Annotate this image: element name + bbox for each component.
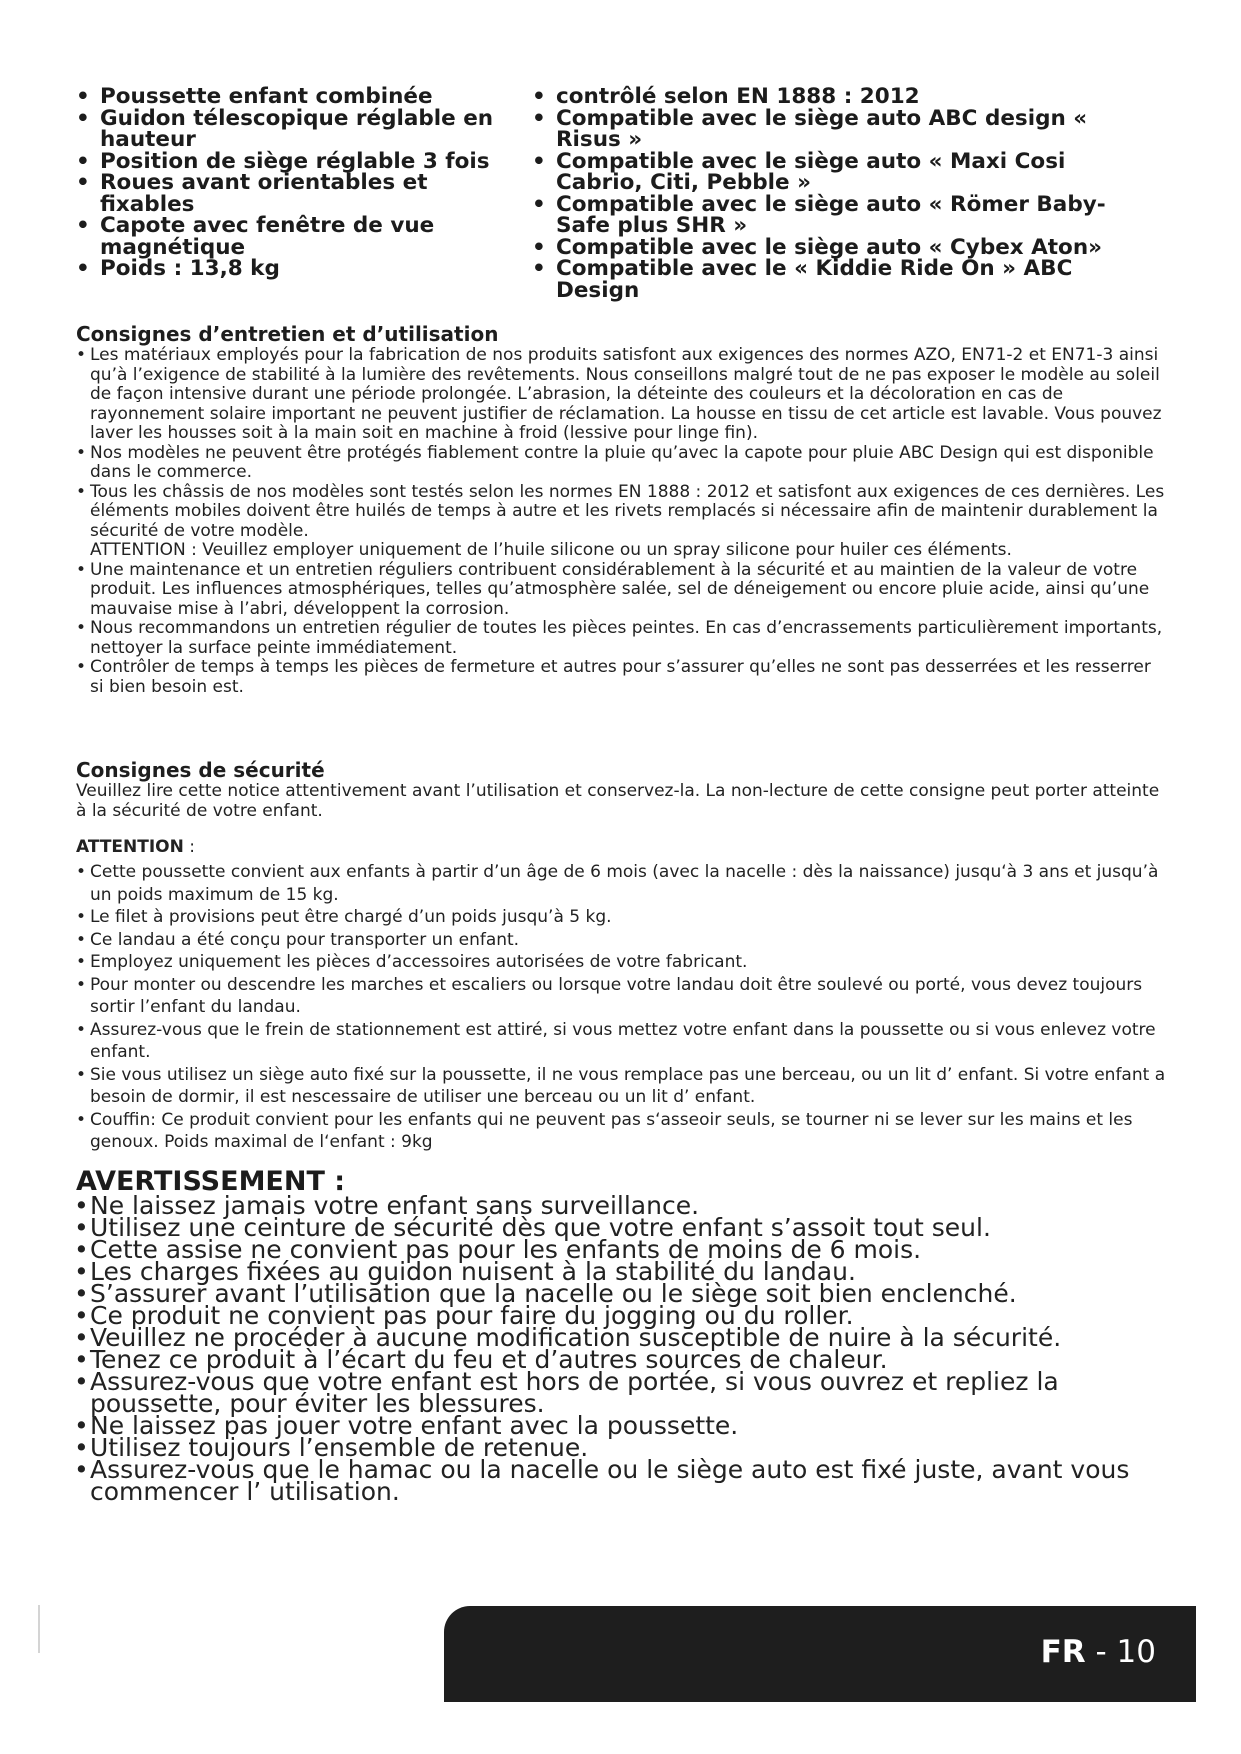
list-item: • Veuillez ne procéder à aucune modification susceptible de nuire à la sécurité. (76, 1327, 1176, 1349)
margin-line (38, 1605, 40, 1653)
list-item: • Nos modèles ne peuvent être protégés fiablement contre la pluie qu’avec la capote pour pluie ABC Design qui est disponible dans le commerce. (76, 444, 1166, 483)
attention-heading (76, 837, 1166, 857)
list-item: • Compatible avec le siège auto « Römer Baby-Safe plus SHR » (532, 194, 1132, 237)
list-item: • Employez uniquement les pièces d’accessoires autorisées de votre fabricant. (76, 951, 1166, 974)
list-item: • Roues avant orientables et fixables (76, 172, 526, 215)
care-section (76, 322, 1166, 697)
list-item: • Les charges fixées au guidon nuisent à la stabilité du landau. (76, 1261, 1176, 1283)
list-item: • Les matériaux employés pour la fabrication de nos produits satisfont aux exigences des normes AZO, EN71-2 et EN71-3 ainsi qu’à l’exigence de stabilité à la lumière des revêtements. Nous conseillons malgré tout de ne pas exposer le modèle au soleil de façon intensive durant une période prolongée. L’abrasion, la déteinte des couleurs et la décoloration en cas de rayonnement solaire important ne peuvent justifier de réclamation. La housse en tissu de cet article est lavable. Vous pouvez laver les housses soit à la main soit en machine à froid (lessive pour linge fin). (76, 346, 1166, 444)
attention-note: ATTENTION : Veuillez employer uniquement de l’huile silicone ou un spray silicone pour huiler ces éléments. (90, 540, 1012, 560)
list-item: • Ne laissez pas jouer votre enfant avec la poussette. (76, 1415, 1176, 1437)
page-separator: - (1085, 1634, 1117, 1670)
list-item: • Utilisez toujours l’ensemble de retenue. (76, 1437, 1176, 1459)
warning-list (76, 1191, 1176, 1506)
safety-intro: Veuillez lire cette notice attentivement avant l’utilisation et conservez-la. La non-lecture de cette consigne peut porter atteinte à la sécurité de votre enfant. (76, 781, 1160, 821)
list-item-text: Tous les châssis de nos modèles sont testés selon les normes EN 1888 : 2012 et satisfont aux exigences de ces dernières. Les éléments mobiles doivent être huilés de temps à autre et les rivets remplacés si nécessaire afin de maintenir durablement la sécurité de votre modèle. (90, 481, 1165, 541)
feature-list-left (76, 86, 526, 301)
safety-heading: Consignes de sécurité (76, 758, 325, 782)
list-item: • Ce landau a été conçu pour transporter un enfant. (76, 929, 1166, 952)
safety-list (76, 861, 1166, 1154)
page-number (1041, 1634, 1156, 1670)
list-item: • Une maintenance et un entretien réguliers contribuent considérablement à la sécurité et au maintien de la valeur de votre produit. Les influences atmosphériques, telles qu’atmosphère salée, sel de déneigement ou encore pluie acide, ainsi qu’une mauvaise mise à l’abri, développent la corrosion. (76, 561, 1166, 620)
feature-lists (76, 86, 1156, 301)
list-item: • Poussette enfant combinée (76, 86, 526, 108)
list-item: • Nous recommandons un entretien régulier de toutes les pièces peintes. En cas d’encrassements particulièrement importants, nettoyer la surface peinte immédiatement. (76, 619, 1166, 658)
list-item: • Compatible avec le siège auto « Maxi Cosi Cabrio, Citi, Pebble » (532, 151, 1132, 194)
care-heading: Consignes d’entretien et d’utilisation (76, 322, 499, 346)
list-item (76, 483, 1166, 561)
attention-suffix: : (183, 837, 196, 857)
list-item: • Capote avec fenêtre de vue magnétique (76, 215, 526, 258)
list-item: • Utilisez une ceinture de sécurité dès que votre enfant s’assoit tout seul. (76, 1217, 1176, 1239)
warning-section (76, 1166, 1176, 1506)
footer-band (444, 1606, 1196, 1702)
list-item: • Poids : 13,8 kg (76, 258, 526, 280)
list-item: • Compatible avec le siège auto « Cybex Aton» (532, 237, 1132, 259)
list-item: • Sie vous utilisez un siège auto fixé sur la poussette, il ne vous remplace pas une berceau, ou un lit d’ enfant. Si votre enfant a besoin de dormir, il est nescessaire de utiliser une berceau ou un lit d’ enfant. (76, 1064, 1166, 1109)
list-item: • Cette poussette convient aux enfants à partir d’un âge de 6 mois (avec la nacelle : dès la naissance) jusqu‘à 3 ans et jusqu’à un poids maximum de 15 kg. (76, 861, 1166, 906)
list-item: • Compatible avec le siège auto ABC design « Risus » (532, 108, 1132, 151)
list-item: • Contrôler de temps à temps les pièces de fermeture et autres pour s’assurer qu’elles ne sont pas desserrées et les resserrer si bien besoin est. (76, 658, 1166, 697)
list-item: • Cette assise ne convient pas pour les enfants de moins de 6 mois. (76, 1239, 1176, 1261)
attention-label: ATTENTION (76, 837, 184, 857)
safety-section (76, 758, 1166, 1154)
list-item: • Le filet à provisions peut être chargé d’un poids jusqu’à 5 kg. (76, 906, 1166, 929)
care-list (76, 346, 1166, 697)
list-item: • Compatible avec le « Kiddie Ride On » ABC Design (532, 258, 1132, 301)
list-item: • Pour monter ou descendre les marches et escaliers ou lorsque votre landau doit être soulevé ou porté, vous devez toujours sortir l’enfant du landau. (76, 974, 1166, 1019)
list-item: • S’assurer avant l’utilisation que la nacelle ou le siège soit bien enclenché. (76, 1283, 1176, 1305)
list-item: • Tenez ce produit à l’écart du feu et d’autres sources de chaleur. (76, 1349, 1176, 1371)
list-item: • contrôlé selon EN 1888 : 2012 (532, 86, 1132, 108)
list-item: • Couffin: Ce produit convient pour les enfants qui ne peuvent pas s‘asseoir seuls, se tourner ni se lever sur les mains et les genoux. Poids maximal de l‘enfant : 9kg (76, 1109, 1166, 1154)
page-value: 10 (1116, 1634, 1156, 1670)
list-item: • Ne laissez jamais votre enfant sans surveillance. (76, 1195, 1176, 1217)
feature-list-right (532, 86, 1132, 301)
language-code: FR (1040, 1634, 1086, 1670)
list-item: • Ce produit ne convient pas pour faire du jogging ou du roller. (76, 1305, 1176, 1327)
list-item: • Position de siège réglable 3 fois (76, 151, 526, 173)
list-item: • Guidon télescopique réglable en hauteur (76, 108, 526, 151)
warning-heading: AVERTISSEMENT : (76, 1166, 346, 1197)
list-item: • Assurez-vous que votre enfant est hors de portée, si vous ouvrez et repliez la poussette, pour éviter les blessures. (76, 1371, 1176, 1415)
list-item: • Assurez-vous que le hamac ou la nacelle ou le siège auto est fixé juste, avant vous commencer l’ utilisation. (76, 1459, 1176, 1503)
list-item: • Assurez-vous que le frein de stationnement est attiré, si vous mettez votre enfant dans la poussette ou si vous enlevez votre enfant. (76, 1019, 1166, 1064)
